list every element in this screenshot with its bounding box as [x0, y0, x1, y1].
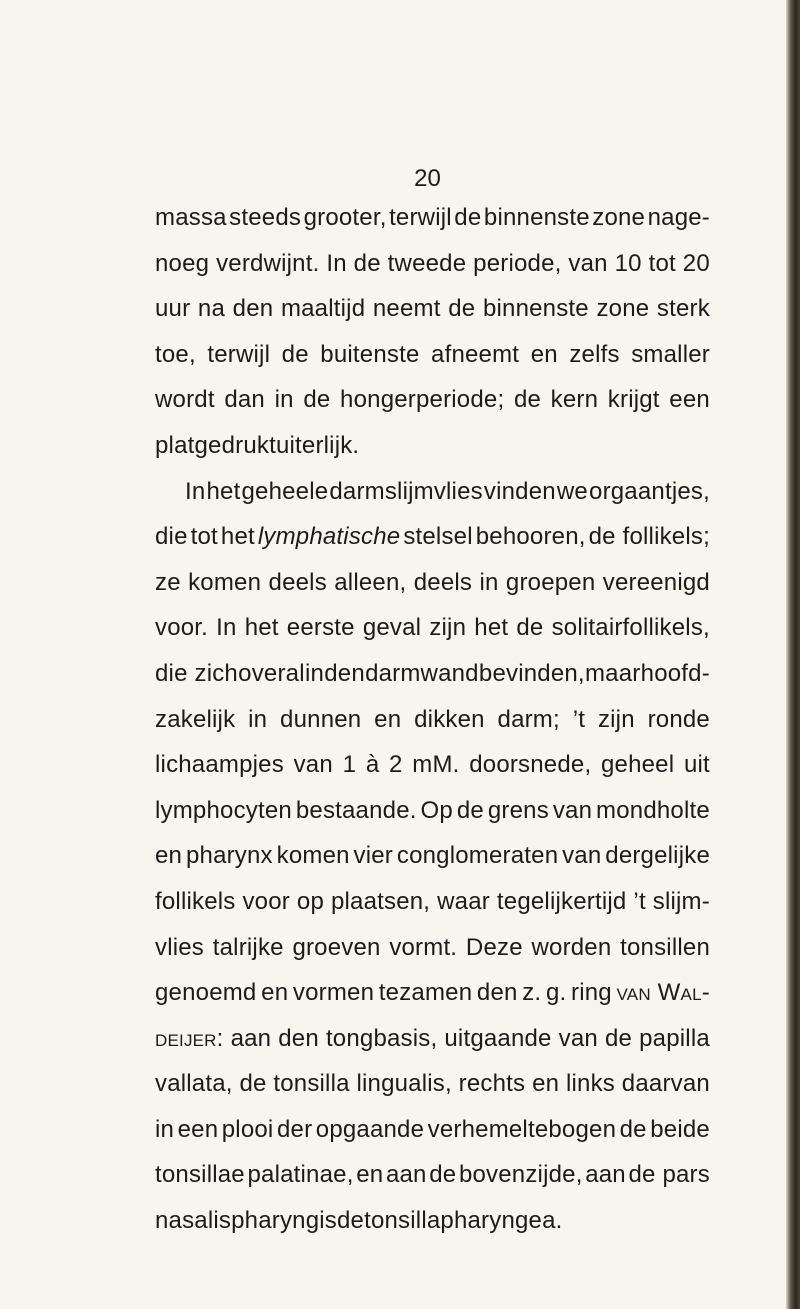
- text-line: [155, 195, 710, 241]
- word: den: [324, 659, 365, 687]
- word: nage-: [647, 204, 710, 231]
- body-text: [155, 195, 710, 1244]
- word: geheel: [600, 751, 675, 779]
- word: darmwand: [365, 659, 479, 687]
- word: de: [336, 1207, 365, 1235]
- word: In: [326, 249, 347, 277]
- word: en: [155, 842, 183, 870]
- word: ’t: [633, 887, 646, 915]
- word: uit: [683, 751, 710, 779]
- word: der: [276, 1115, 313, 1143]
- word: vormen: [292, 979, 375, 1007]
- word: het: [244, 614, 279, 642]
- word: alleen,: [334, 568, 407, 596]
- word: papilla: [639, 1024, 710, 1052]
- word: die zich: [155, 659, 238, 687]
- word: afneemt: [431, 340, 520, 368]
- text-line: [155, 879, 710, 925]
- word: op: [296, 887, 325, 915]
- word: links: [565, 1070, 615, 1098]
- text-line: [155, 241, 710, 287]
- word: tongbasis,: [325, 1024, 438, 1052]
- word: in: [479, 568, 499, 596]
- word: tegelijkertijd: [496, 887, 627, 915]
- word: een: [177, 1115, 219, 1143]
- word: à: [365, 751, 380, 779]
- word: zone: [592, 204, 646, 231]
- word: tweede: [387, 249, 467, 277]
- word: waar: [437, 887, 490, 915]
- text-line: [155, 1061, 710, 1107]
- word: vereenigd: [602, 568, 710, 596]
- word: aan: [230, 1024, 272, 1052]
- word: van: [293, 751, 333, 779]
- word: bovenzijde,: [458, 1161, 583, 1189]
- word: vallata,: [155, 1070, 233, 1098]
- word: groepen: [505, 568, 596, 596]
- word: binnenste: [482, 295, 589, 323]
- word: terwijl: [389, 204, 452, 231]
- word: voor: [242, 887, 290, 915]
- text-line: [155, 1198, 710, 1244]
- word: de: [454, 204, 482, 231]
- word: deijer:: [155, 1024, 224, 1052]
- word: buitenste: [320, 340, 420, 368]
- word: in: [248, 705, 268, 733]
- word: groeven: [292, 933, 381, 961]
- word: plaatsen,: [330, 887, 431, 915]
- word: het: [474, 614, 509, 642]
- text-line: [155, 377, 710, 423]
- word: dunnen: [280, 705, 362, 733]
- text-line: [155, 286, 710, 332]
- word: ’t: [572, 705, 586, 733]
- word: in: [155, 1115, 175, 1143]
- word: ronde: [647, 705, 710, 733]
- word: en: [530, 340, 558, 368]
- word: de: [619, 1115, 647, 1143]
- word: deels: [268, 568, 327, 596]
- text-line: [155, 514, 710, 560]
- word: pharyngis: [231, 1207, 337, 1235]
- word: rechts en: [458, 1070, 560, 1098]
- word: tot: [190, 523, 218, 551]
- word: ze: [155, 568, 181, 596]
- word: 1: [342, 751, 357, 779]
- word: de: [303, 386, 331, 414]
- word: doorsnede,: [469, 751, 592, 779]
- word: ring: [571, 979, 612, 1007]
- word: terwijl: [207, 340, 271, 368]
- word: noeg: [155, 249, 210, 277]
- word: uitgaande: [444, 1024, 552, 1052]
- word: daarvan: [621, 1070, 710, 1098]
- word: 20: [682, 249, 710, 277]
- text-line: [155, 423, 710, 469]
- word: uiterlijk.: [275, 431, 360, 459]
- word: stelsel: [403, 523, 473, 551]
- word: lichaampjes: [155, 751, 284, 779]
- word: worden: [531, 933, 612, 961]
- text-line: [155, 1107, 710, 1153]
- word: de: [516, 614, 544, 642]
- word: 10: [614, 249, 642, 277]
- word: en: [261, 979, 289, 1007]
- word: lingualis,: [356, 1070, 452, 1098]
- word: tonsillae: [155, 1161, 245, 1189]
- word: den: [232, 295, 274, 323]
- word: de: [456, 796, 484, 824]
- word: en: [356, 1161, 384, 1189]
- word: pharynx: [185, 842, 273, 870]
- word: periode,: [473, 249, 562, 277]
- text-line: [155, 560, 710, 606]
- word: de: [239, 1070, 267, 1098]
- word: eerste: [286, 614, 355, 642]
- word: uur: [155, 295, 191, 323]
- word: de: [604, 1024, 633, 1052]
- word: krijgt: [607, 386, 660, 414]
- word: vlies: [155, 933, 205, 961]
- word: aan: [385, 1161, 427, 1189]
- text-line: [155, 469, 710, 515]
- word: dan: [224, 386, 265, 414]
- word: in: [304, 659, 325, 687]
- word: grens: [487, 796, 549, 824]
- word: de: [353, 249, 381, 277]
- word: binnenste: [483, 204, 590, 231]
- word: lymphatische: [257, 523, 401, 551]
- word: vier: [353, 842, 394, 870]
- word: de follikels;: [588, 523, 710, 551]
- word: opgaande: [315, 1115, 425, 1143]
- word: komen: [188, 568, 262, 596]
- word: behooren,: [475, 523, 586, 551]
- word: we: [556, 477, 588, 505]
- text-line: [155, 651, 710, 697]
- text-line: [155, 833, 710, 879]
- word: overal: [238, 659, 305, 687]
- page-number: 20: [414, 165, 441, 192]
- word: de: [429, 1161, 457, 1189]
- text-line: [155, 925, 710, 971]
- word: steeds: [229, 204, 302, 231]
- text-line: [155, 970, 710, 1016]
- word: wordt: [155, 386, 215, 414]
- word: pharyngea.: [440, 1207, 563, 1235]
- word: g.: [545, 979, 567, 1007]
- word: van Wal-: [616, 979, 710, 1007]
- word: In: [185, 477, 206, 505]
- word: zakelijk: [155, 705, 236, 733]
- word: orgaantjes,: [589, 477, 710, 505]
- word: in: [274, 386, 294, 414]
- word: geheele: [241, 477, 329, 505]
- word: het: [220, 523, 255, 551]
- word: kern: [550, 386, 599, 414]
- word: tonsilla: [273, 1070, 350, 1098]
- word: zelfs: [569, 340, 620, 368]
- text-line: [155, 332, 710, 378]
- word: sterk: [656, 295, 710, 323]
- word: zijn: [429, 614, 467, 642]
- word: toe,: [155, 340, 196, 368]
- word: Deze: [465, 933, 523, 961]
- word: plooi: [221, 1115, 274, 1143]
- word: platgedrukt: [155, 431, 276, 459]
- word: hoofd-: [640, 659, 710, 687]
- word: deels: [413, 568, 473, 596]
- word: bevinden,: [478, 659, 585, 687]
- word: zijn: [597, 705, 635, 733]
- word: voor.: [155, 614, 209, 642]
- word: na: [197, 295, 226, 323]
- word: mondholte: [596, 796, 710, 824]
- word: nasalis: [155, 1207, 232, 1235]
- word: aan: [585, 1161, 626, 1189]
- text-line: [155, 742, 710, 788]
- word: de: [281, 340, 309, 368]
- word: z.: [522, 979, 542, 1007]
- word: smaller: [631, 340, 710, 368]
- word: het: [206, 477, 241, 505]
- word: tezamen: [378, 979, 473, 1007]
- word: geval: [362, 614, 422, 642]
- word: vinden: [483, 477, 556, 505]
- text-line: [155, 697, 710, 743]
- word: zone: [596, 295, 650, 323]
- word: mM.: [412, 751, 460, 779]
- word: maaltijd: [280, 295, 366, 323]
- word: hongerperiode;: [340, 386, 505, 414]
- word: genoemd: [155, 979, 257, 1007]
- word: grooter,: [303, 204, 387, 231]
- word: die: [155, 523, 188, 551]
- word: conglomeraten: [396, 842, 559, 870]
- word: solitairfollikels,: [551, 614, 710, 642]
- word: talrijke: [212, 933, 284, 961]
- word: van: [558, 1024, 598, 1052]
- page-edge-shadow: [786, 0, 800, 1309]
- word: neemt: [372, 295, 441, 323]
- word: lymphocyten: [155, 796, 292, 824]
- word: darmslijmvlies: [329, 477, 483, 505]
- word: van: [552, 796, 593, 824]
- word: slijm-: [652, 887, 710, 915]
- text-line: [155, 788, 710, 834]
- word: 2: [389, 751, 403, 779]
- word: tonsillen: [620, 933, 710, 961]
- word: verhemeltebogen: [427, 1115, 617, 1143]
- text-line: [155, 1152, 710, 1198]
- word: de: [448, 295, 476, 323]
- word: en: [374, 705, 402, 733]
- word: een: [669, 386, 710, 414]
- word: den: [278, 1024, 319, 1052]
- word: beide: [650, 1115, 710, 1143]
- text-line: [155, 1016, 710, 1062]
- word: massa: [155, 204, 227, 231]
- word: komen: [276, 842, 350, 870]
- word: dergelijke: [605, 842, 710, 870]
- word: bestaande.: [295, 796, 417, 824]
- word: van: [568, 249, 608, 277]
- word: de: [513, 386, 542, 414]
- word: den: [476, 979, 518, 1007]
- word: maar: [584, 659, 641, 687]
- word: darm;: [497, 705, 560, 733]
- word: palatinae,: [247, 1161, 354, 1189]
- word: tonsilla: [364, 1207, 441, 1235]
- word: tot: [648, 249, 676, 277]
- word: follikels: [155, 887, 236, 915]
- word: verdwijnt.: [216, 249, 320, 277]
- word: de pars: [628, 1161, 710, 1189]
- word: In: [216, 614, 237, 642]
- word: Op: [420, 796, 453, 824]
- text-line: [155, 605, 710, 651]
- word: dikken: [414, 705, 485, 733]
- word: vormt.: [389, 933, 458, 961]
- word: van: [562, 842, 602, 870]
